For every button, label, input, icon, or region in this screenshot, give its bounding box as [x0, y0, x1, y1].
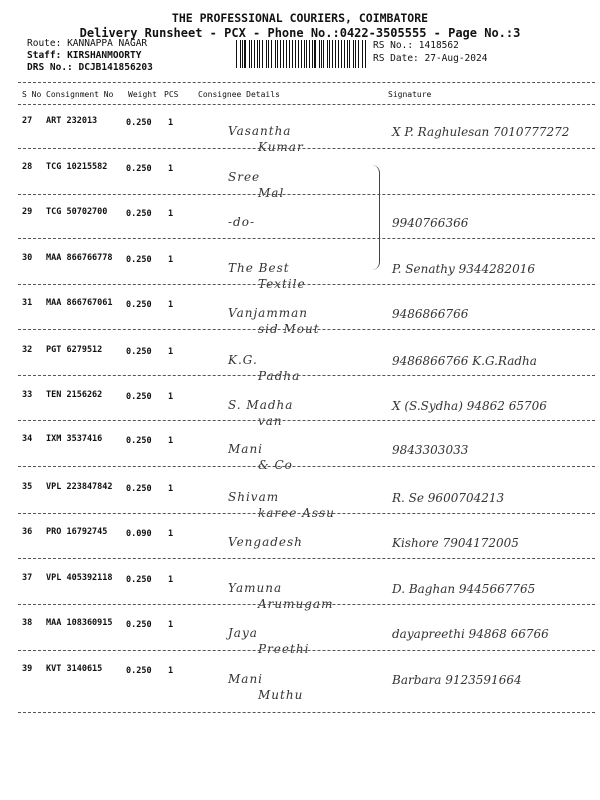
row-divider: [18, 238, 595, 239]
row-weight: 0.250: [126, 620, 152, 630]
row-sno: 35: [22, 482, 33, 492]
row-pcs: 1: [168, 484, 174, 494]
row-weight: 0.250: [126, 392, 152, 402]
row-pcs: 1: [168, 575, 174, 585]
row-sno: 27: [22, 116, 33, 126]
delivery-signature: 9486866766: [392, 307, 469, 321]
row-weight: 0.250: [126, 575, 152, 585]
row-consignment: VPL 405392118: [46, 573, 113, 583]
delivery-signature: X P. Raghulesan 7010777272: [392, 125, 570, 139]
row-pcs: 1: [168, 118, 174, 128]
row-weight: 0.250: [126, 347, 152, 357]
consignee-name-line2: sid Mout: [258, 322, 320, 336]
delivery-signature: X (S.Sydha) 94862 65706: [392, 399, 547, 413]
row-pcs: 1: [168, 666, 174, 676]
consignee-name-line2: Textile: [258, 277, 306, 291]
col-consignment: Consignment No: [46, 90, 114, 99]
col-signature: Signature: [388, 90, 432, 99]
row-pcs: 1: [168, 209, 174, 219]
route-label: Route:: [27, 38, 62, 49]
row-divider: [18, 284, 595, 285]
row-pcs: 1: [168, 164, 174, 174]
drs-line: [27, 62, 153, 73]
consignee-name-line2: Kumar: [258, 140, 304, 154]
row-sno: 28: [22, 162, 33, 172]
row-pcs: 1: [168, 620, 174, 630]
rs-date-line: [373, 53, 487, 64]
rs-date-value: 27-Aug-2024: [424, 53, 488, 64]
consignee-name-line1: Shivam: [228, 490, 280, 504]
row-weight: 0.250: [126, 300, 152, 310]
row-sno: 31: [22, 298, 33, 308]
row-divider: [18, 650, 595, 651]
row-divider: [18, 712, 595, 713]
runsheet-subtitle: Delivery Runsheet - PCX - Phone No.:0422-3505555 - Page No.:3: [79, 26, 521, 40]
row-pcs: 1: [168, 436, 174, 446]
staff-value: KIRSHANMOORTY: [67, 50, 142, 61]
row-pcs: 1: [168, 392, 174, 402]
delivery-signature: dayapreethi 94868 66766: [392, 627, 549, 641]
row-pcs: 1: [168, 300, 174, 310]
row-consignment: MAA 866766778: [46, 253, 113, 263]
row-divider: [18, 558, 595, 559]
company-title: THE PROFESSIONAL COURIERS, COIMBATORE: [171, 11, 429, 25]
route-value: KANNAPPA NAGAR: [67, 38, 148, 49]
consignee-name-line2: van: [258, 414, 283, 428]
row-sno: 34: [22, 434, 33, 444]
consignee-name-line2: Arumugam: [258, 597, 334, 611]
header-divider-bottom: [18, 104, 595, 105]
staff-label: Staff:: [27, 50, 62, 61]
consignee-name-line1: Sree: [228, 170, 261, 184]
row-weight: 0.090: [126, 529, 152, 539]
row-pcs: 1: [168, 347, 174, 357]
row-sno: 32: [22, 345, 33, 355]
consignee-name-line2: Padha: [258, 369, 301, 383]
row-sno: 29: [22, 207, 33, 217]
delivery-signature: 9843303033: [392, 443, 469, 457]
row-divider: [18, 329, 595, 330]
consignee-name-line2: Muthu: [258, 688, 304, 702]
row-divider: [18, 466, 595, 467]
row-consignment: ART 232013: [46, 116, 98, 126]
signature-brace: [372, 165, 380, 270]
drs-label: DRS No.:: [27, 62, 73, 73]
row-sno: 36: [22, 527, 33, 537]
row-weight: 0.250: [126, 436, 152, 446]
col-consignee: Consignee Details: [198, 90, 280, 99]
row-divider: [18, 604, 595, 605]
consignee-name-line1: Vasantha: [228, 124, 292, 138]
row-consignment: MAA 108360915: [46, 618, 113, 628]
row-consignment: IXM 3537416: [46, 434, 103, 444]
col-sno: S No: [22, 90, 42, 99]
delivery-signature: 9486866766 K.G.Radha: [392, 354, 537, 368]
consignee-name-line2: & Co: [258, 458, 293, 472]
delivery-signature: 9940766366: [392, 216, 469, 230]
delivery-signature: D. Baghan 9445667765: [392, 582, 536, 596]
consignee-name-line1: Vengadesh: [228, 535, 303, 549]
consignee-name-line1: Mani: [228, 442, 264, 456]
consignee-name-line1: The Best: [228, 261, 290, 275]
row-consignment: KVT 3140615: [46, 664, 103, 674]
row-pcs: 1: [168, 529, 174, 539]
row-sno: 30: [22, 253, 33, 263]
consignee-name-line2: karee Assu: [258, 506, 335, 520]
row-divider: [18, 420, 595, 421]
consignee-name-line1: S. Madha: [228, 398, 294, 412]
row-sno: 39: [22, 664, 33, 674]
row-consignment: PGT 6279512: [46, 345, 103, 355]
rs-no-value: 1418562: [418, 40, 459, 51]
row-weight: 0.250: [126, 255, 152, 265]
consignee-name-line1: Jaya: [228, 626, 258, 640]
row-weight: 0.250: [126, 164, 152, 174]
row-weight: 0.250: [126, 666, 152, 676]
row-sno: 33: [22, 390, 33, 400]
delivery-signature: P. Senathy 9344282016: [392, 262, 535, 276]
consignee-name-line1: K.G.: [228, 353, 258, 367]
row-weight: 0.250: [126, 209, 152, 219]
delivery-signature: Barbara 9123591664: [392, 673, 522, 687]
drs-value: DCJB141856203: [78, 62, 153, 73]
row-sno: 37: [22, 573, 33, 583]
col-weight: Weight: [128, 90, 157, 99]
row-weight: 0.250: [126, 118, 152, 128]
delivery-signature: R. Se 9600704213: [392, 491, 505, 505]
staff-line: [27, 50, 141, 61]
consignee-name-line1: Yamuna: [228, 581, 283, 595]
row-consignment: MAA 866767061: [46, 298, 113, 308]
rs-date-label: RS Date:: [373, 53, 419, 64]
row-sno: 38: [22, 618, 33, 628]
row-consignment: TCG 10215582: [46, 162, 108, 172]
row-divider: [18, 513, 595, 514]
consignee-name-line2: Mal: [258, 186, 285, 200]
route-line: [27, 38, 147, 49]
rs-no-line: [373, 40, 459, 51]
row-pcs: 1: [168, 255, 174, 265]
rs-no-label: RS No.:: [373, 40, 414, 51]
row-divider: [18, 375, 595, 376]
consignee-name-line1: Mani: [228, 672, 264, 686]
col-pcs: PCS: [164, 90, 179, 99]
delivery-signature: Kishore 7904172005: [392, 536, 519, 550]
consignee-name-line1: Vanjamman: [228, 306, 308, 320]
row-consignment: TCG 50702700: [46, 207, 108, 217]
consignee-name-line2: Preethi: [258, 642, 310, 656]
barcode-image: [236, 40, 366, 68]
header-divider-top: [18, 82, 595, 83]
row-consignment: VPL 223847842: [46, 482, 113, 492]
row-consignment: TEN 2156262: [46, 390, 103, 400]
row-divider: [18, 194, 595, 195]
row-consignment: PRO 16792745: [46, 527, 108, 537]
row-weight: 0.250: [126, 484, 152, 494]
consignee-name-line1: -do-: [228, 215, 256, 229]
row-divider: [18, 148, 595, 149]
